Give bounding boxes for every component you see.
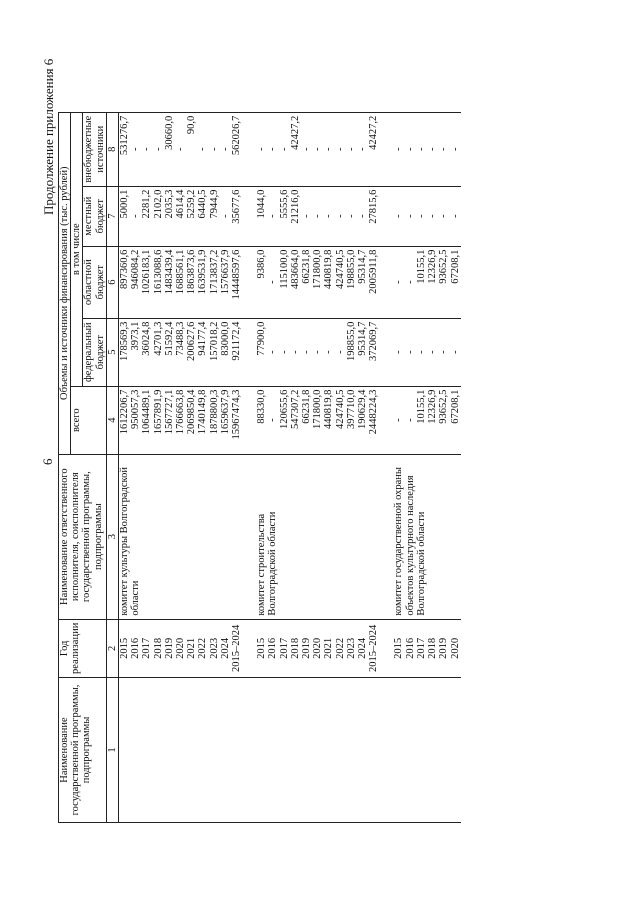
year-cell: 2019 — [438, 619, 449, 677]
value-cell: - — [450, 318, 461, 386]
column-number: 1 — [106, 678, 118, 823]
value-cell: 190629,4 — [357, 386, 368, 454]
value-cell: 88330,0 — [256, 386, 267, 454]
value-cell: - — [220, 112, 231, 186]
financing-table — [58, 112, 461, 823]
value-cell: - — [346, 186, 357, 246]
value-cell: 12326,9 — [427, 386, 438, 454]
value-cell: - — [393, 112, 404, 186]
value-cell: - — [416, 112, 427, 186]
value-cell: 562026,7 — [231, 112, 242, 186]
header-program: Наименование государственной программы, подпрограммы — [59, 678, 107, 823]
value-cell: 93652,5 — [438, 246, 449, 318]
year-cell: 2019 — [301, 619, 312, 677]
year-cell: 2023 — [346, 619, 357, 677]
value-cell: - — [405, 112, 416, 186]
value-cell: - — [220, 186, 231, 246]
value-cell: 4614,4 — [175, 186, 186, 246]
value-cell: - — [427, 112, 438, 186]
value-cell: - — [335, 112, 346, 186]
value-cell: 5555,6 — [279, 186, 290, 246]
value-cell: - — [450, 186, 461, 246]
value-cell: 1064489,1 — [141, 386, 152, 454]
header-including: в том числе — [71, 112, 83, 386]
value-cell: 198855,0 — [346, 246, 357, 318]
year-cell: 2024 — [357, 619, 368, 677]
value-cell: 2448224,3 — [368, 386, 379, 454]
value-cell: 171800,0 — [312, 246, 323, 318]
value-cell: 66231,8 — [301, 386, 312, 454]
value-cell: - — [405, 386, 416, 454]
value-cell: 424740,5 — [335, 246, 346, 318]
year-cell: 2018 — [153, 619, 164, 677]
column-numbers-row — [106, 112, 118, 822]
value-cell: - — [267, 246, 278, 318]
value-cell: 2102,0 — [153, 186, 164, 246]
value-cell: 2005911,8 — [368, 246, 379, 318]
value-cell: - — [175, 112, 186, 186]
value-cell: 3973,1 — [130, 318, 141, 386]
year-cell: 2015–2024 — [231, 619, 242, 677]
year-cell: 2020 — [175, 619, 186, 677]
value-cell: - — [393, 246, 404, 318]
value-cell: 440819,8 — [323, 386, 334, 454]
value-cell: 67208,1 — [450, 246, 461, 318]
value-cell: 1613088,6 — [153, 246, 164, 318]
table-body — [119, 112, 461, 822]
value-cell: 12326,9 — [427, 246, 438, 318]
value-cell: 1657891,9 — [153, 386, 164, 454]
value-cell: 921172,4 — [231, 318, 242, 386]
year-cell: 2019 — [164, 619, 175, 677]
value-cell: - — [141, 112, 152, 186]
value-cell: 171800,0 — [312, 386, 323, 454]
value-cell: - — [323, 186, 334, 246]
value-cell: 1639531,9 — [197, 246, 208, 318]
value-cell: 42427,2 — [368, 112, 379, 186]
value-cell: 42427,2 — [290, 112, 301, 186]
value-cell: - — [438, 112, 449, 186]
value-cell: 5259,2 — [186, 186, 197, 246]
value-cell: 1567727,1 — [164, 386, 175, 454]
value-cell: 531276,7 — [119, 112, 131, 186]
value-cell: - — [279, 112, 290, 186]
value-cell: - — [323, 318, 334, 386]
value-cell: 35677,6 — [231, 186, 242, 246]
value-cell: 83000,0 — [220, 318, 231, 386]
year-cell: 2015 — [119, 619, 131, 677]
header-federal: федеральный бюджет — [83, 318, 106, 386]
value-cell: 1688561,1 — [175, 246, 186, 318]
value-cell: 14448597,6 — [231, 246, 242, 318]
value-cell: - — [416, 186, 427, 246]
column-number: 7 — [106, 186, 118, 246]
year-cell: 2021 — [323, 619, 334, 677]
header-financing: Объемы и источники финансирования (тыс. рублей) — [59, 112, 71, 454]
year-cell: 2017 — [141, 619, 152, 677]
header-total: всего — [71, 386, 107, 454]
year-cell: 2022 — [197, 619, 208, 677]
value-cell: 120655,6 — [279, 386, 290, 454]
value-cell: 198855,0 — [346, 318, 357, 386]
value-cell: 440819,8 — [323, 246, 334, 318]
executor-cell: комитет строительства Волгоградской области — [256, 454, 379, 619]
value-cell: - — [153, 112, 164, 186]
value-cell: - — [267, 186, 278, 246]
value-cell: 51592,4 — [164, 318, 175, 386]
value-cell: 1612206,7 — [119, 386, 131, 454]
value-cell: - — [438, 186, 449, 246]
value-cell: - — [393, 186, 404, 246]
value-cell: - — [335, 318, 346, 386]
value-cell: 10155,1 — [416, 386, 427, 454]
value-cell: 1483439,4 — [164, 246, 175, 318]
year-cell: 2015 — [256, 619, 267, 677]
value-cell: 1740149,8 — [197, 386, 208, 454]
year-cell: 2016 — [267, 619, 278, 677]
value-cell: 157018,2 — [209, 318, 220, 386]
table-row — [256, 112, 267, 822]
value-cell: - — [312, 318, 323, 386]
year-cell: 2022 — [335, 619, 346, 677]
value-cell: 1659637,9 — [220, 386, 231, 454]
value-cell: 42701,3 — [153, 318, 164, 386]
value-cell: 2035,3 — [164, 186, 175, 246]
table-row — [393, 112, 404, 822]
value-cell: - — [312, 186, 323, 246]
value-cell: 67208,1 — [450, 386, 461, 454]
value-cell: 5000,1 — [119, 186, 131, 246]
value-cell: - — [438, 318, 449, 386]
table-row — [119, 112, 131, 822]
value-cell: - — [130, 186, 141, 246]
value-cell: - — [427, 186, 438, 246]
value-cell: - — [130, 112, 141, 186]
value-cell: 77900,0 — [256, 318, 267, 386]
value-cell: 9386,0 — [256, 246, 267, 318]
value-cell: 1026183,1 — [141, 246, 152, 318]
value-cell: 7944,9 — [209, 186, 220, 246]
year-cell: 2023 — [209, 619, 220, 677]
value-cell: 10155,1 — [416, 246, 427, 318]
year-cell: 2021 — [186, 619, 197, 677]
year-cell: 2018 — [427, 619, 438, 677]
value-cell: 178569,3 — [119, 318, 131, 386]
page-number: 6 — [40, 458, 55, 465]
value-cell: - — [335, 186, 346, 246]
value-cell: 27815,6 — [368, 186, 379, 246]
value-cell: 95314,7 — [357, 318, 368, 386]
value-cell: 115100,0 — [279, 246, 290, 318]
value-cell: - — [290, 318, 301, 386]
value-cell: 73488,3 — [175, 318, 186, 386]
value-cell: 93652,5 — [438, 386, 449, 454]
year-cell: 2018 — [290, 619, 301, 677]
value-cell: - — [301, 318, 312, 386]
value-cell: - — [279, 318, 290, 386]
value-cell: 1766663,8 — [175, 386, 186, 454]
header-executor: Наименование ответственного исполнителя, соисполнителя государственной программы, подпрограммы — [59, 454, 107, 619]
value-cell: - — [393, 318, 404, 386]
year-cell: 2020 — [450, 619, 461, 677]
value-cell: - — [267, 386, 278, 454]
value-cell: 1044,0 — [256, 186, 267, 246]
year-cell: 2020 — [312, 619, 323, 677]
value-cell: - — [405, 186, 416, 246]
value-cell: 200627,6 — [186, 318, 197, 386]
year-cell: 2016 — [405, 619, 416, 677]
header-local: местный бюджет — [83, 186, 106, 246]
value-cell: - — [197, 112, 208, 186]
year-cell: 2017 — [279, 619, 290, 677]
value-cell: 36024,8 — [141, 318, 152, 386]
appendix-continuation: Продолжение приложения 6 — [41, 58, 56, 215]
year-cell: 2015 — [393, 619, 404, 677]
value-cell: 897360,6 — [119, 246, 131, 318]
executor-cell: комитет культуры Волгоградской области — [119, 454, 243, 619]
value-cell: - — [301, 112, 312, 186]
header-year: Год реализации — [59, 619, 107, 677]
year-cell: 2016 — [130, 619, 141, 677]
value-cell: - — [267, 318, 278, 386]
executor-cell: комитет государственной охраны объектов культурного наследия Волгоградской области — [393, 454, 460, 619]
value-cell: - — [357, 186, 368, 246]
value-cell: - — [450, 112, 461, 186]
column-number: 3 — [106, 454, 118, 619]
header-regional: областной бюджет — [83, 246, 106, 318]
value-cell: 397710,0 — [346, 386, 357, 454]
value-cell: 1576637,9 — [220, 246, 231, 318]
value-cell: - — [256, 112, 267, 186]
header-extra: внебюджетные источники — [83, 112, 106, 186]
value-cell: - — [405, 318, 416, 386]
value-cell: 547307,2 — [290, 386, 301, 454]
value-cell: - — [357, 112, 368, 186]
value-cell: 1878800,3 — [209, 386, 220, 454]
value-cell: - — [416, 318, 427, 386]
year-cell: 2015–2024 — [368, 619, 379, 677]
value-cell: 1863873,6 — [186, 246, 197, 318]
column-number: 8 — [106, 112, 118, 186]
year-cell: 2017 — [416, 619, 427, 677]
value-cell: - — [312, 112, 323, 186]
column-number: 4 — [106, 386, 118, 454]
value-cell: - — [427, 318, 438, 386]
value-cell: - — [346, 112, 357, 186]
column-number: 2 — [106, 619, 118, 677]
column-number: 5 — [106, 318, 118, 386]
value-cell: 90,0 — [186, 112, 197, 186]
value-cell: - — [267, 112, 278, 186]
value-cell: 424740,5 — [335, 386, 346, 454]
value-cell: - — [393, 386, 404, 454]
value-cell: 30660,0 — [164, 112, 175, 186]
value-cell: 2069850,4 — [186, 386, 197, 454]
value-cell: 94177,4 — [197, 318, 208, 386]
value-cell: - — [209, 112, 220, 186]
value-cell: 2281,2 — [141, 186, 152, 246]
year-cell: 2024 — [220, 619, 231, 677]
value-cell: - — [405, 246, 416, 318]
value-cell: 15967474,3 — [231, 386, 242, 454]
value-cell: 950057,3 — [130, 386, 141, 454]
value-cell: 66231,8 — [301, 246, 312, 318]
value-cell: 372069,7 — [368, 318, 379, 386]
value-cell: 1713837,2 — [209, 246, 220, 318]
column-number: 6 — [106, 246, 118, 318]
value-cell: 95314,7 — [357, 246, 368, 318]
value-cell: 6440,5 — [197, 186, 208, 246]
value-cell: - — [323, 112, 334, 186]
value-cell: - — [301, 186, 312, 246]
value-cell: 483664,0 — [290, 246, 301, 318]
value-cell: 946084,2 — [130, 246, 141, 318]
value-cell: 21216,0 — [290, 186, 301, 246]
